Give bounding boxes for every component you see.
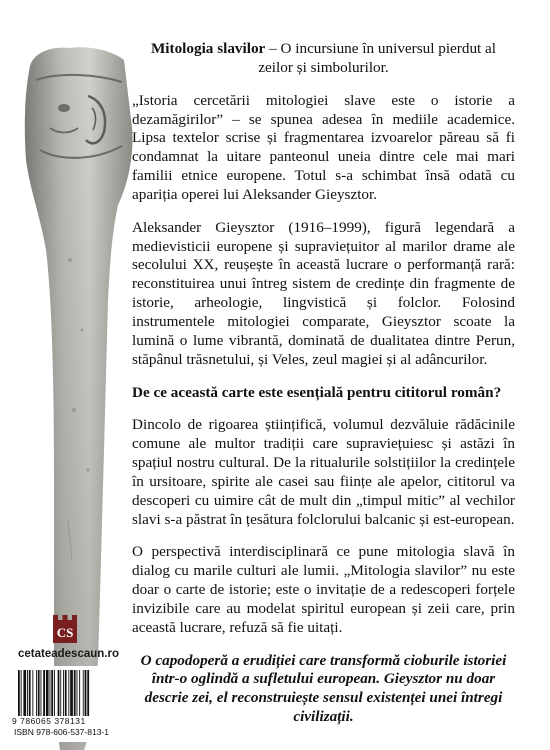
barcode-bar [68,670,69,716]
barcode-bar [46,670,49,716]
paragraph-author: Aleksander Gieysztor (1916–1999), figură legendară a medievisticii europene și supraviețuitor al marilor drame ale secolului XX, reușește în această lucrare o performanță rară: reconstituirea unui întreg sistem de credințe din fragmente de istorie, arheologie, lingvistică și folclor. Folosind instrumentele mitologiei comparate, Gieysztor scoate la lumină o lume vibrantă, dominată de dualitatea dintre Perun, stăpânul trăsnetului, și Veles, zeul magiei și al adâncurilor. [132,218,515,368]
isbn-barcode-block [10,666,128,742]
book-title-line [132,40,515,78]
barcode-bar [41,670,42,716]
barcode-bar [79,670,80,716]
barcode-bar [50,670,51,716]
section-heading: De ce această carte este esențială pentru cititorul român? [132,383,502,401]
barcode-bar [21,670,22,716]
barcode-bar [74,670,76,716]
barcode-bar [38,670,40,716]
publisher-logo-icon [52,614,78,644]
barcode-bar [58,670,60,716]
book-subtitle: – O incursiune în universul pierdut al zeilor și simbolurilor. [258,40,497,76]
barcode-icon [18,670,118,716]
publisher-website: cetateadescaun.ro [18,648,119,660]
barcode-bar [70,670,73,716]
barcode-bar [23,670,26,716]
isbn-number: ISBN 978-606-537-813-1 [14,727,109,737]
barcode-bar [54,670,55,716]
barcode-bar [51,670,53,716]
barcode-bar [87,670,89,716]
barcode-bar [77,670,78,716]
barcode-bar [63,670,64,716]
barcode-digits: 9 786065 378131 [12,716,86,726]
description-column [132,40,515,741]
barcode-bar [83,670,84,716]
barcode-bar [36,670,37,716]
barcode-bar [43,670,45,716]
paragraph-intro: „Istoria cercetării mitologiei slave este o istorie a dezamăgirilor” – se spunea adesea în mediile academice. Lipsa textelor scrise și fragmentarea izvoarelor păreau să fi condamnat la uitare panteonul uneia dintre cele mai mari familii etnice europene. Totul s-a schimbat însă odată cu apariția operei lui Aleksander Gieysztor. [132,91,515,203]
paragraph-relevance: Dincolo de rigoarea științifică, volumul dezvăluie rădăcinile comune ale multor tradiții care supraviețuiesc și astăzi în spațiul nostru cultural. De la ritualurile solstițiilor la credințele în ursitoare, spirite ale casei sau ființe ale apelor, cititorul va descoperi cu uimire cât de mult din „timpul mitic” al vechilor slavi s-a păstrat în țesătura folclorului balcanic și est-european. [132,416,515,528]
barcode-bar [18,670,20,716]
barcode-bar [32,670,33,716]
paragraph-perspective: O perspectivă interdisciplinară ce pune mitologia slavă în dialog cu marile culturi ale lumii. „Mitologia slavilor” nu este doar o carte de istorie; este o invitație de a redescoperi forțele invizibile care au modelat spiritul european și zeii care, prin această lucrare, refuză să fie uitați. [132,543,515,636]
book-title: Mitologia slavilor [150,40,266,57]
barcode-bar [29,670,31,716]
barcode-bar [60,670,61,716]
svg-text:CS: CS [56,625,74,640]
closing-quote: O capodoperă a erudiției care transformă cioburile istoriei într-o oglindă a sufletului european. Gieysztor nu doar descrie zei, el reconstruiește sensul existenței unei întregi civilizații. [140,651,507,726]
barcode-bar [85,670,87,716]
barcode-bar [65,670,67,716]
barcode-bar [27,670,28,716]
